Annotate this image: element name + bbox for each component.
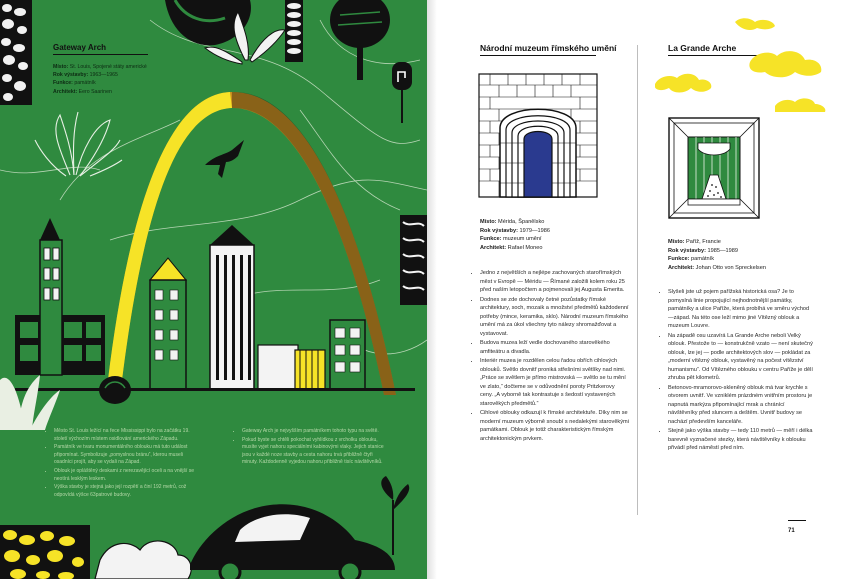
car bbox=[190, 504, 395, 579]
museum-title: Národní muzeum římského umění bbox=[480, 43, 617, 53]
cloud bbox=[95, 541, 191, 579]
fact-row: Architekt: Rafael Moneo bbox=[480, 244, 543, 251]
small-plant bbox=[99, 376, 131, 404]
bullet-item: • Pokud byste se chtěli pokochat vyhlídkou z vrcholku oblouku, musíte vyjet nahoru speciálními kabinovými vlaky. Jejich stanice jsou v každé noze stavby a cesta nahoru trvá přibližně čtyři minuty. Každodenně vyjedou nahoru přibližně tisíc návštěvníků. bbox=[242, 437, 386, 467]
page-gutter bbox=[427, 0, 437, 579]
road-sign bbox=[392, 62, 412, 123]
museum-facts bbox=[480, 218, 630, 252]
bullet-item: • Město St. Louis ležící na řece Mississippi bylo na začátku 19. století výchozím místem osidlování amerického Západu. bbox=[54, 428, 198, 443]
museum-title-rule bbox=[480, 55, 596, 56]
tree bbox=[330, 0, 390, 80]
gateway-arch-column-1 bbox=[48, 428, 198, 500]
fact-row: Funkce: památník bbox=[668, 256, 715, 263]
grande-arche-facts bbox=[668, 238, 818, 272]
museum-arch-illustration bbox=[478, 73, 598, 198]
plant-bottom-right bbox=[381, 476, 409, 555]
fact-row: Architekt: Eero Saarinen bbox=[53, 88, 112, 95]
museum-text bbox=[473, 269, 629, 444]
fact-row: Rok výstavby: 1963—1965 bbox=[53, 72, 118, 79]
bullet-item: • Budova muzea leží vedle dochovaného starověkého amfiteátru a divadla. bbox=[480, 339, 629, 356]
grande-arche-text bbox=[661, 288, 813, 454]
bullet-item: • Památník ve tvaru monumentálního oblouku má tuto událost připomínat. Symbolizuje „pomyslnou bránu“, kterou museli osadníci projít, aby se vydali na Západ. bbox=[54, 444, 198, 467]
fact-row: Místo: Paříž, Francie bbox=[668, 239, 721, 245]
pebbles-top-left bbox=[0, 0, 32, 105]
bullet-item: • Slyšeli jste už pojem pařížská historická osa? Je to pomyslná linie propojující nejhodnotnější památky, památníky a ulice Paříže, která probíhá ve směru východ—západ. Na této ose leží mimo jiné Vítězný oblouk a muzeum Louvre. bbox=[668, 288, 813, 331]
fact-row: Rok výstavby: 1985—1989 bbox=[668, 247, 738, 254]
fact-row: Místo: St. Louis, Spojené státy americké bbox=[53, 64, 147, 70]
gateway-arch-facts bbox=[53, 63, 147, 96]
yellow-clouds bbox=[655, 14, 835, 114]
bullet-item: • Jedno z největších a nejlépe zachovaných starořímských měst v Evropě — Méridu — Římané založili kolem roku 25 před naším letopočtem a pojmenovali jej Augusta Emerita. bbox=[480, 269, 629, 295]
bullet-item: • Cihlové oblouky odkazují k římské architektuře. Díky nim se moderní muzeum výborně snoubí s nedalekými starověkými památkami. Oblouk je totiž charakteristickým římským architektonickým prvkem. bbox=[480, 409, 629, 443]
twisted-tower bbox=[285, 0, 303, 62]
bird bbox=[205, 140, 244, 178]
fact-row: Místo: Mérida, Španělsko bbox=[480, 219, 545, 225]
grande-arche-illustration bbox=[668, 117, 760, 219]
bullet-item: • Betonovo-mramorovo-skleněný oblouk má tvar krychle s otvorem uvnitř. Ve vzniklém prázdném vnitřním prostoru je napnutá markýza připomínající mrak a chránící návštěvníky před sluncem a deštěm. Uvnitř budovy se nachází především kanceláře. bbox=[668, 384, 813, 427]
bullet-item: • Interiér muzea je rozdělen celou řadou obřích cihlových oblouků. Světlo dovnitř proniká střešními světlíky nad nimi. „Práce se světlem je přímo mistrovská — světlo se tu mění ve zlato,“ dočteme se v odůvodnění poroty Pritzkerovy ceny. „A vyborně tak kontrastuje s šedostí vystavených starověkých předmětů.“ bbox=[480, 357, 629, 408]
page-number-rule bbox=[788, 520, 806, 521]
gateway-arch-column-2 bbox=[236, 428, 386, 468]
bullet-item: • Na západě osu uzavírá La Grande Arche neboli Velký oblouk. Přestože to — konstrukčně vzato — není skutečný oblouk, lze jej — podle architektových slov — pokládat za „moderní vítězný oblouk, vystavěný na počest vítězství humanismu“. Od Vítězného oblouku v centru Paříže je dělí zhruba pět kilometrů. bbox=[668, 332, 813, 383]
page-number: 71 bbox=[788, 528, 795, 534]
coral-plant bbox=[35, 112, 122, 176]
bullet-item: • Stejně jako výška stavby — tedy 110 metrů — měří i délka barevně vyznačené stezky, která návštěvníky k oblouku přivádí před náměstí před ním. bbox=[668, 427, 813, 453]
fact-row: Rok výstavby: 1979—1986 bbox=[480, 227, 550, 234]
column-separator bbox=[637, 45, 638, 515]
grande-arche-title: La Grande Arche bbox=[668, 43, 737, 53]
title-rule bbox=[53, 54, 148, 55]
bullet-item: • Oblouk je opláštěný deskami z nerezavějící oceli a na vnější se neotírá lesklým leskem. bbox=[54, 468, 198, 483]
patterned-stripe bbox=[400, 215, 427, 305]
grass-left bbox=[0, 375, 60, 430]
fact-row: Funkce: památník bbox=[53, 80, 96, 87]
bullet-item: • Výška stavby je stejná jako její rozpětí a činí 192 metrů, což odpovídá výšce 63patrové budovy. bbox=[54, 484, 198, 499]
bullet-item: • Gateway Arch je nejvyšším památníkem tohoto typu na světě. bbox=[242, 428, 386, 436]
pebbles-bottom bbox=[0, 525, 90, 579]
fact-row: Funkce: muzeum umění bbox=[480, 236, 542, 243]
bullet-item: • Dodnes se zde dochovaly četné pozůstatky římské architektury, soch, mozaik a množství předmětů každodenní potřeby (mince, keramika, sklo). Národní muzeum římského umění má za úkol všechny tyto nálezy shromažďovat a vystavovat. bbox=[480, 296, 629, 339]
fact-row: Architekt: Johan Otto von Spreckelsen bbox=[668, 264, 766, 271]
gateway-arch-title: Gateway Arch bbox=[53, 43, 107, 52]
